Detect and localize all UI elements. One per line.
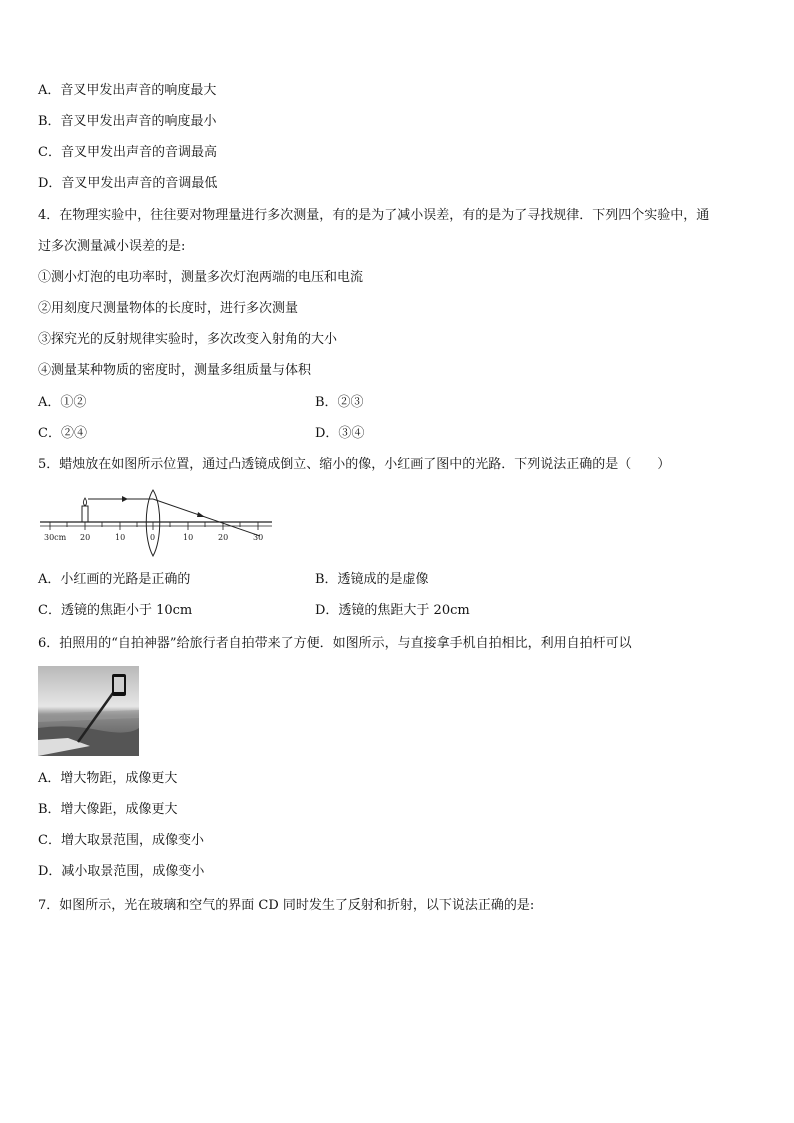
q5-stem: 5．蜡烛放在如图所示位置，通过凸透镜成倒立、缩小的像，小红画了图中的光路．下列说法正确的是（ ） <box>38 457 671 472</box>
q4-option-d: D．③④ <box>315 426 365 441</box>
ruler-label: 20 <box>80 533 91 542</box>
q4-item-2: ②用刻度尺测量物体的长度时，进行多次测量 <box>38 301 299 316</box>
q5-option-c: C．透镜的焦距小于 10cm <box>38 603 193 618</box>
ruler-label: 10 <box>115 533 126 542</box>
ray-arrow-1 <box>122 496 128 502</box>
q6-option-d: D．减小取景范围，成像变小 <box>38 864 205 879</box>
ruler-label: 30 <box>253 533 264 542</box>
candle <box>82 506 88 522</box>
ruler-label: 30cm <box>44 533 67 542</box>
q4-stem-line2: 过多次测量减小误差的是: <box>38 239 186 254</box>
lens-ray-diagram <box>38 482 276 562</box>
q4-item-4: ④测量某种物质的密度时，测量多组质量与体积 <box>38 363 312 378</box>
ruler-label: 20 <box>218 533 229 542</box>
q6-option-b: B．增大像距，成像更大 <box>38 802 178 817</box>
ruler-label: 10 <box>183 533 194 542</box>
ray-arrow-2 <box>197 512 205 517</box>
q3-option-b: B．音叉甲发出声音的响度最小 <box>38 114 217 129</box>
candle-flame <box>84 498 87 506</box>
q5-option-a: A．小红画的光路是正确的 <box>38 572 191 587</box>
q4-option-c: C．②④ <box>38 426 87 441</box>
q6-option-a: A．增大物距，成像更大 <box>38 771 178 786</box>
ruler-label: 0 <box>150 533 156 542</box>
q6-option-c: C．增大取景范围，成像变小 <box>38 833 204 848</box>
selfie-stick-photo <box>38 666 139 756</box>
q7-stem: 7．如图所示，光在玻璃和空气的界面 CD 同时发生了反射和折射，以下说法正确的是: <box>38 898 535 913</box>
phone-screen <box>114 677 124 692</box>
q3-option-d: D．音叉甲发出声音的音调最低 <box>38 176 218 191</box>
q4-stem-line1: 4．在物理实验中，往往要对物理量进行多次测量，有的是为了减小误差，有的是为了寻找规律．下列四个实验中，通 <box>38 208 710 223</box>
refracted-ray <box>153 499 260 536</box>
q4-option-a: A．①② <box>38 395 87 410</box>
q4-option-b: B．②③ <box>315 395 364 410</box>
q3-option-c: C．音叉甲发出声音的音调最高 <box>38 145 217 160</box>
q5-option-d: D．透镜的焦距大于 20cm <box>315 603 470 618</box>
q4-item-1: ①测小灯泡的电功率时，测量多次灯泡两端的电压和电流 <box>38 270 364 285</box>
q4-item-3: ③探究光的反射规律实验时，多次改变入射角的大小 <box>38 332 338 347</box>
q3-option-a: A．音叉甲发出声音的响度最大 <box>38 83 217 98</box>
q6-stem: 6．拍照用的“自拍神器”给旅行者自拍带来了方便．如图所示，与直接拿手机自拍相比，利用自拍杆可以 <box>38 636 632 651</box>
q5-option-b: B．透镜成的是虚像 <box>315 572 429 587</box>
